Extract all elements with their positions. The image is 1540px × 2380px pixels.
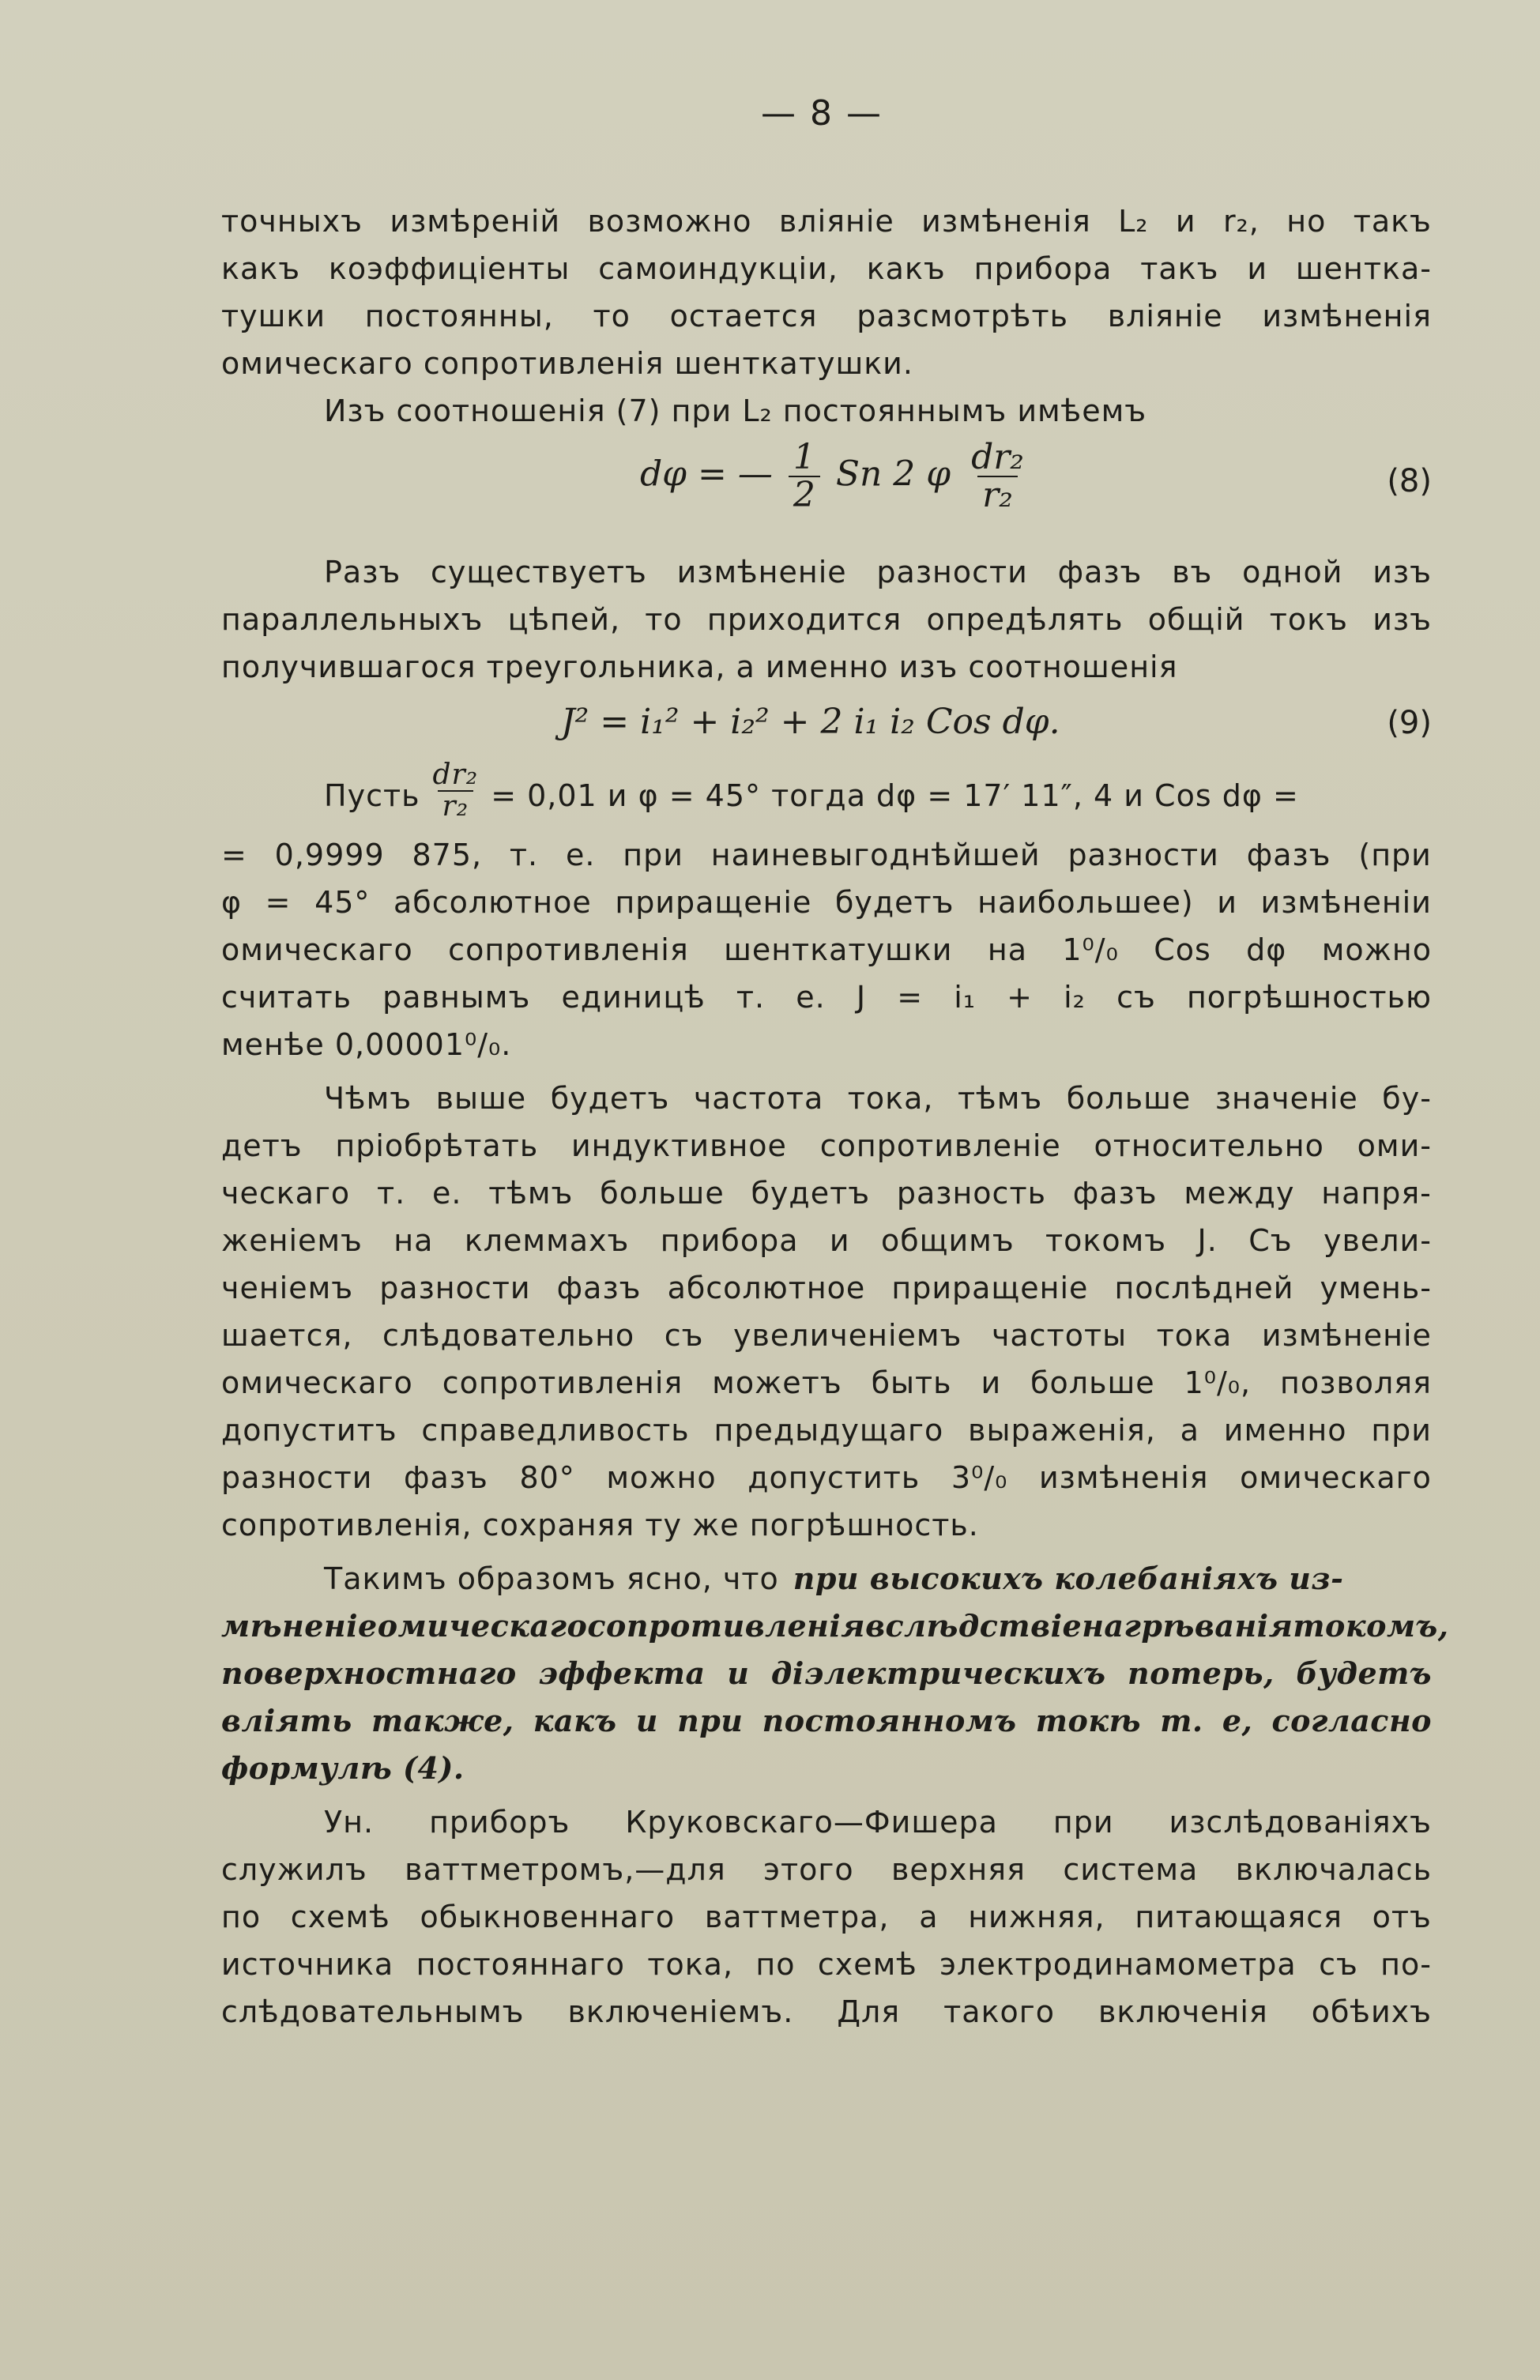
- para6-italic-start: при высокихъ колебанiяхъ из-: [793, 1561, 1344, 1596]
- text-line: детъ прiобрѣтать индуктивное сопротивленiе относительно оми-: [221, 1128, 1432, 1163]
- paragraph-1: [221, 198, 1432, 387]
- equation-8: [221, 439, 1432, 534]
- eq8-lhs: dφ = —: [640, 454, 773, 495]
- text-line: параллельныхъ цѣпей, то приходится опредѣлять общiй токъ изъ: [221, 602, 1432, 637]
- eq9-formula: J² = i₁² + i₂² + 2 i₁ i₂ Cos dφ.: [561, 702, 1060, 742]
- text-line: слѣдовательнымъ включенiемъ. Для такого включенiя обѣихъ: [221, 1994, 1432, 2029]
- text-line: считать равнымъ единицѣ т. е. J = i₁ + i₂ съ погрѣшностью: [221, 980, 1432, 1015]
- text-line: Ун. приборъ Круковскаго—Фишера при изслѣдованiяхъ: [324, 1805, 1432, 1840]
- paragraph-2: Изъ соотношенiя (7) при L₂ постояннымъ имѣемъ: [324, 394, 1147, 428]
- text-line: точныхъ измѣренiй возможно влiянiе измѣненiя L₂ и r₂, но такъ: [221, 204, 1432, 239]
- text-line: омическаго сопротивленiя можетъ быть и больше 1⁰/₀, позволяя: [221, 1365, 1432, 1400]
- text-line: Разъ существуетъ измѣненiе разности фазъ въ одной изъ: [324, 555, 1432, 589]
- eq8-number: (8): [1387, 463, 1432, 499]
- paragraph-7: [221, 1798, 1432, 2035]
- eq8-frac1-den: 2: [789, 476, 820, 514]
- text-line: омическаго сопротивленiя шенткатушки на 1⁰/₀ Cos dφ можно: [221, 932, 1432, 967]
- paragraph-4: [221, 760, 1432, 1068]
- eq8-frac1-num: 1: [793, 437, 815, 477]
- text-line: омическаго сопротивленiя шенткатушки.: [221, 346, 913, 381]
- para4-suffix: = 0,01 и φ = 45° тогда dφ = 17′ 11″, 4 и Cos dφ =: [491, 778, 1299, 813]
- paragraph-6: [221, 1555, 1449, 1792]
- para6-lead: Такимъ образомъ ясно, что: [324, 1561, 779, 1596]
- text-line: служилъ ваттметромъ,—для этого верхняя система включалась: [221, 1852, 1432, 1887]
- text-line: шается, слѣдовательно съ увеличенiемъ частоты тока измѣненiе: [221, 1318, 1432, 1353]
- text-line: источника постояннаго тока, по схемѣ электродинамометра съ по-: [221, 1947, 1432, 1982]
- text-line: допуститъ справедливость предыдущаго выраженiя, а именно при: [221, 1413, 1432, 1448]
- eq8-mid: Sn 2 φ: [835, 454, 951, 495]
- italic-line: формулѣ (4).: [221, 1750, 465, 1786]
- text-line-with-fraction: [221, 760, 1432, 831]
- italic-line: влiять также, какъ и при постоянномъ токѣ т. е, согласно: [221, 1703, 1432, 1738]
- eq9-number: (9): [1387, 705, 1432, 741]
- equation-9: [221, 691, 1432, 754]
- eq8-fraction-half: [789, 439, 820, 514]
- para4-frac-den: r₂: [438, 790, 474, 822]
- text-line: сопротивленiя, сохраняя ту же погрѣшность.: [221, 1508, 979, 1542]
- text-column: [221, 198, 1449, 2035]
- eq8-frac2-num: dr₂: [971, 437, 1024, 477]
- text-line: ческаго т. е. тѣмъ больше будетъ разность фазъ между напря-: [221, 1176, 1432, 1211]
- text-line: разности фазъ 80° можно допустить 3⁰/₀ измѣненiя омическаго: [221, 1460, 1432, 1495]
- paragraph-3: [221, 548, 1432, 691]
- text-line: получившагося треугольника, а именно изъ соотношенiя: [221, 650, 1178, 684]
- eq8-fraction-dr: [966, 439, 1029, 514]
- text-line: какъ коэффицiенты самоиндукцiи, какъ прибора такъ и шентка-: [221, 251, 1432, 286]
- text-line: Чѣмъ выше будетъ частота тока, тѣмъ больше значенiе бу-: [324, 1081, 1432, 1116]
- text-line: ченiемъ разности фазъ абсолютное приращенiе послѣдней умень-: [221, 1271, 1432, 1305]
- italic-line: поверхностнаго эффекта и дiэлектрическихъ потерь, будетъ: [221, 1655, 1432, 1691]
- para4-frac-num: dr₂: [432, 759, 479, 791]
- text-line: по схемѣ обыкновеннаго ваттметра, а нижняя, питающаяся отъ: [221, 1900, 1432, 1934]
- text-line: женiемъ на клеммахъ прибора и общимъ токомъ J. Съ увели-: [221, 1223, 1432, 1258]
- para4-fraction: [428, 760, 484, 831]
- text-line: φ = 45° абсолютное приращенiе будетъ наибольшее) и измѣненiи: [221, 885, 1432, 920]
- italic-line: мѣненiе омическаго сопротивленiя вслѣдствiе нагрѣванiя токомъ,: [221, 1608, 1449, 1644]
- eq8-frac2-den: r₂: [977, 476, 1018, 514]
- text-line: [221, 1555, 1432, 1602]
- page-number: — 8 —: [761, 93, 883, 134]
- text-line: = 0,9999 875, т. е. при наиневыгоднѣйшей разности фазъ (при: [221, 838, 1432, 872]
- paragraph-5: [221, 1075, 1432, 1549]
- text-line: тушки постоянны, то остается разсмотрѣть влiянiе измѣненiя: [221, 299, 1432, 333]
- text-line: менѣе 0,00001⁰/₀.: [221, 1027, 512, 1062]
- para4-prefix: Пусть: [324, 778, 420, 813]
